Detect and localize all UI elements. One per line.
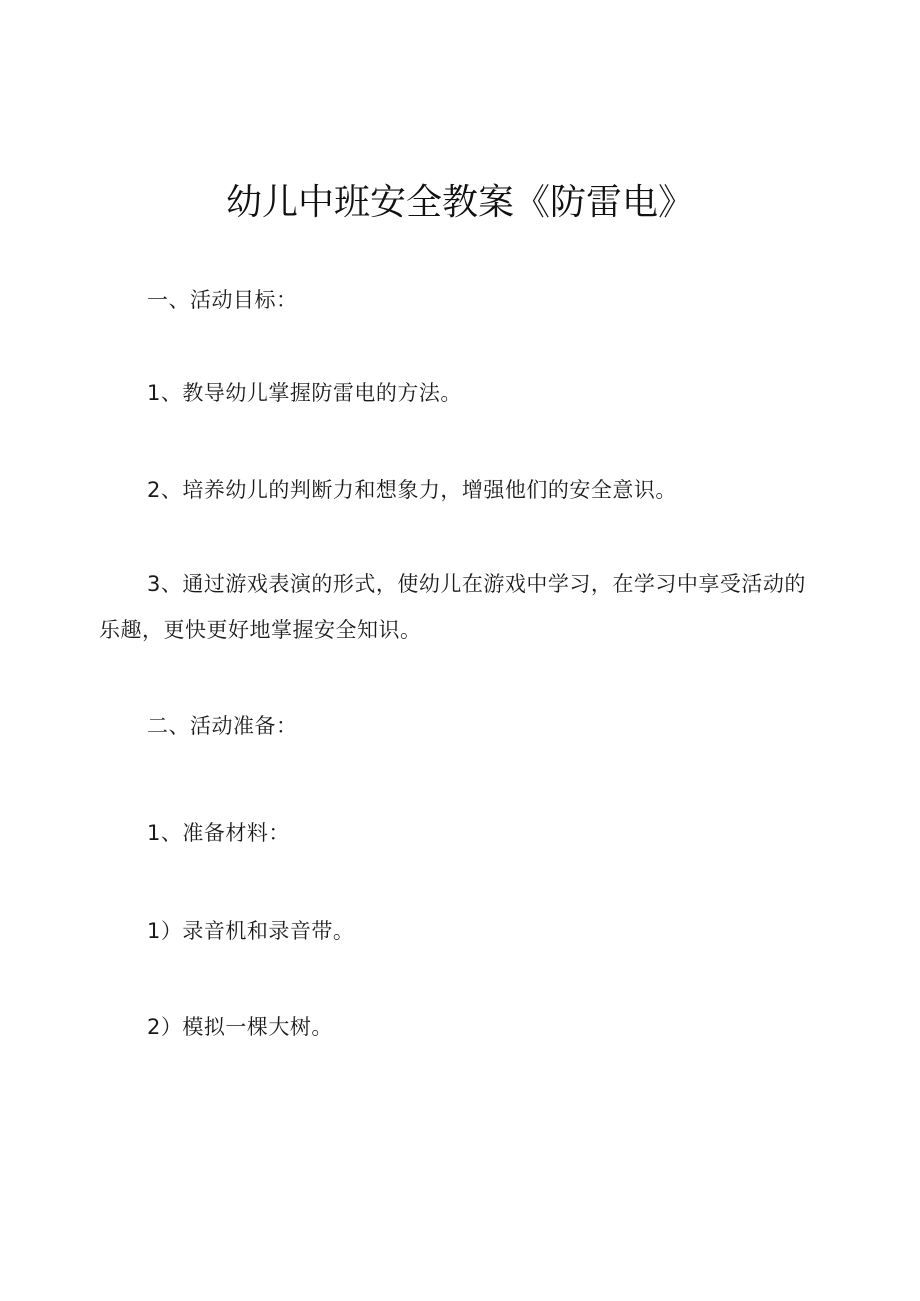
objective-item-3: 3、通过游戏表演的形式，使幼儿在游戏中学习，在学习中享受活动的乐趣，更快更好地掌握安全知识。 — [99, 572, 806, 642]
section-heading-preparation: 二、活动准备： — [147, 714, 298, 738]
material-item-1: 1）录音机和录音带。 — [147, 919, 355, 943]
section-heading-objectives: 一、活动目标： — [147, 288, 298, 312]
preparation-item-1: 1、准备材料： — [147, 821, 290, 845]
objective-item-2: 2、培养幼儿的判断力和想象力，增强他们的安全意识。 — [147, 478, 677, 502]
objective-item-1: 1、教导幼儿掌握防雷电的方法。 — [147, 381, 462, 405]
document-title: 幼儿中班安全教案《防雷电》 — [225, 182, 694, 223]
material-item-2: 2）模拟一棵大树。 — [147, 1015, 333, 1039]
